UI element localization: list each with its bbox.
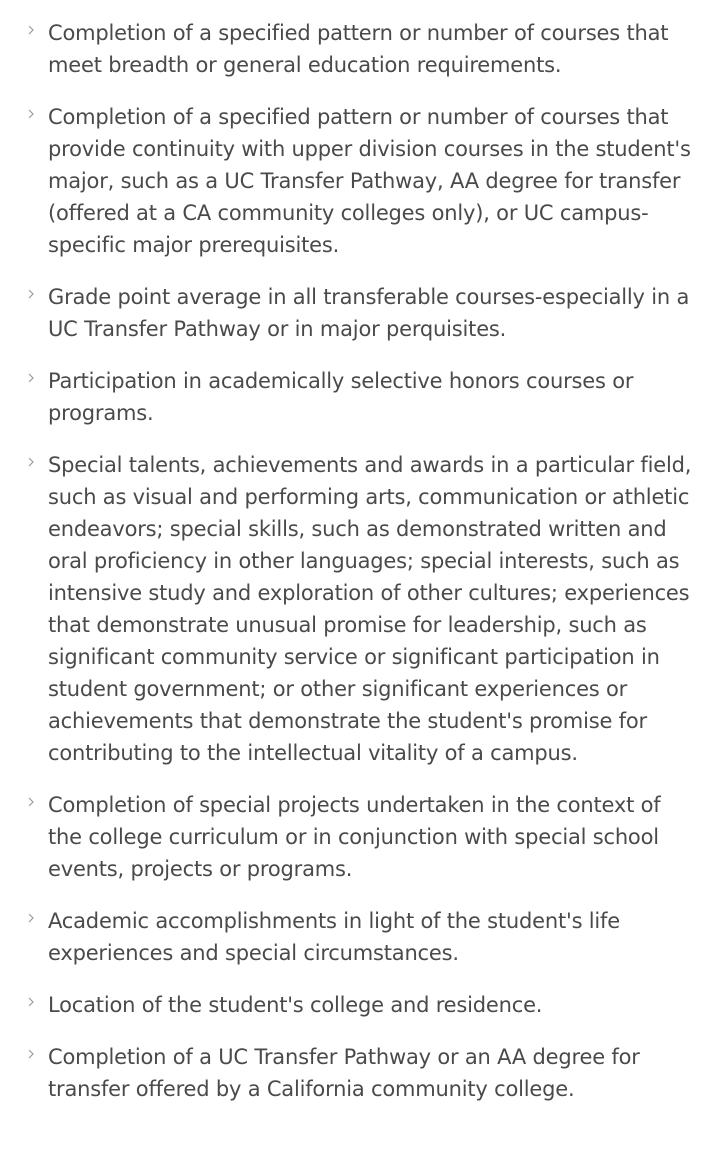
chevron-right-icon	[26, 25, 36, 35]
list-item-text: Grade point average in all transferable courses-especially in a UC Transfer Pathway or in major perquisites.	[48, 285, 690, 341]
chevron-right-icon	[26, 373, 36, 383]
list-item	[0, 989, 694, 1021]
list-item-text: Academic accomplishments in light of the student's life experiences and special circumstances.	[48, 909, 620, 965]
chevron-right-icon	[26, 457, 36, 467]
chevron-right-icon	[26, 913, 36, 923]
list-item-text: Completion of a specified pattern or number of courses that meet breadth or general education requirements.	[48, 21, 669, 77]
chevron-right-icon	[26, 1049, 36, 1059]
list-item	[0, 1041, 694, 1105]
list-item	[0, 905, 694, 969]
list-item	[0, 101, 694, 261]
list-item	[0, 449, 694, 769]
list-item-text: Participation in academically selective honors courses or programs.	[48, 369, 634, 425]
list-item-text: Completion of a specified pattern or number of courses that provide continuity with upper division courses in the student's major, such as a UC Transfer Pathway, AA degree for transfer (offered at a CA community colleges only), or UC campus-specific major prerequisites.	[48, 105, 691, 257]
list-item	[0, 17, 694, 81]
list-item-text: Completion of special projects undertaken in the context of the college curriculum or in conjunction with special school events, projects or programs.	[48, 793, 661, 881]
chevron-right-icon	[26, 289, 36, 299]
list-item-text: Completion of a UC Transfer Pathway or an AA degree for transfer offered by a California community college.	[48, 1045, 640, 1101]
list-item	[0, 365, 694, 429]
list-item-text: Special talents, achievements and awards in a particular field, such as visual and performing arts, communication or athletic endeavors; special skills, such as demonstrated written and oral proficiency in other languages; special interests, such as intensive study and exploration of other cultures; experiences that demonstrate unusual promise for leadership, such as significant community service or significant participation in student government; or other significant experiences or achievements that demonstrate the student's promise for contributing to the intellectual vitality of a campus.	[48, 453, 692, 765]
chevron-right-icon	[26, 997, 36, 1007]
list-item	[0, 789, 694, 885]
chevron-right-icon	[26, 109, 36, 119]
chevron-right-icon	[26, 797, 36, 807]
list-item-text: Location of the student's college and residence.	[48, 993, 543, 1017]
list-item	[0, 281, 694, 345]
